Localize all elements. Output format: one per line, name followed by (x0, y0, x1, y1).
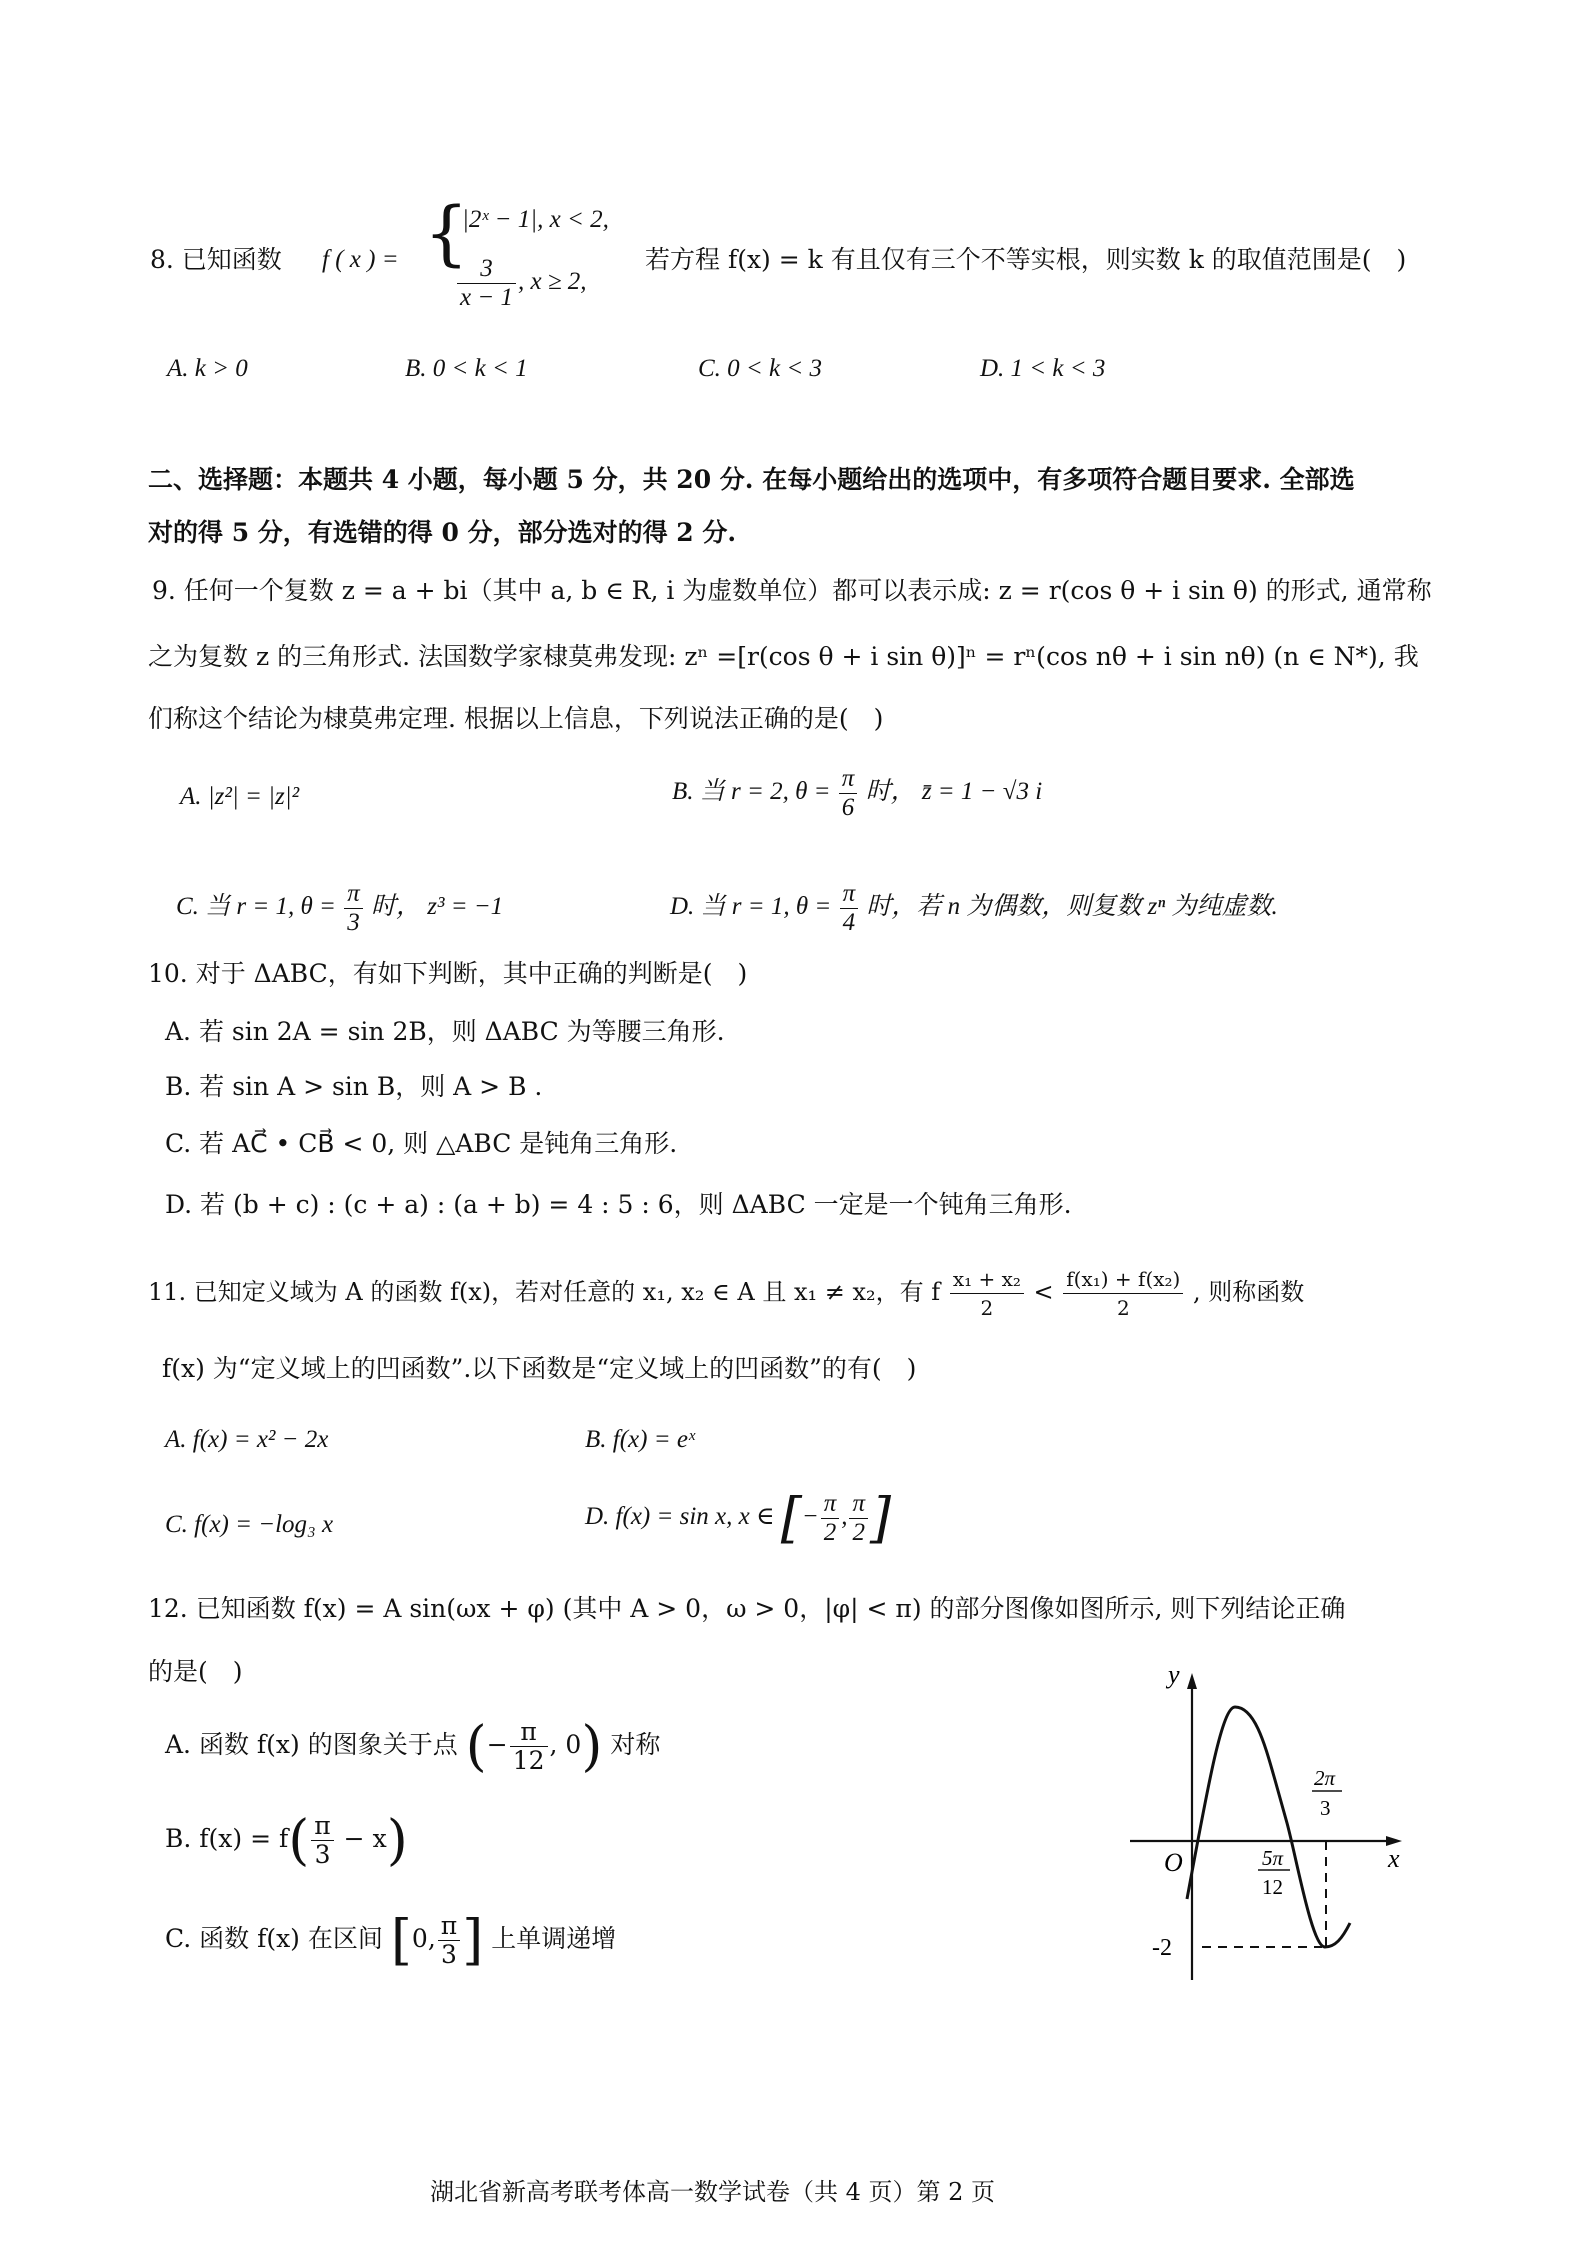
tick-2pi3-den: 3 (1320, 1796, 1331, 1820)
q12-option-c: C. 函数 f(x) 在区间 [0, $\frac{\pi}{3}$ ] 上单调递增 (165, 1908, 617, 1972)
tick-5pi12-num: 5π (1262, 1846, 1284, 1870)
q8-option-c: C. 0 < k < 3 (698, 355, 823, 382)
q8-tail: 若方程 f(x) = k 有且仅有三个不等实根，则实数 k 的取值范围是( ) (645, 245, 1407, 274)
q11-line2: f(x) 为“定义域上的凹函数”.以下函数是“定义域上的凹函数”的有( ) (162, 1354, 917, 1383)
q9-line3: 们称这个结论为棣莫弗定理. 根据以上信息，下列说法正确的是( ) (148, 704, 884, 733)
q9-line2: 之为复数 z 的三角形式. 法国数学家棣莫弗发现: zⁿ =[r(cos θ + i sin θ)]ⁿ = rⁿ(cos nθ + i sin nθ) (n ∈ N*), 我 (148, 642, 1419, 671)
tick-2pi3-num: 2π (1314, 1766, 1336, 1790)
q12-line2: 的是( ) (148, 1657, 243, 1686)
q9-option-d: D. 当 r = 1, θ = $\frac{\pi}{4}$ 时，若 n 为偶数，则复数 zⁿ 为纯虚数. (670, 880, 1278, 936)
page-footer: 湖北省新高考联考体高一数学试卷（共 4 页）第 2 页 (430, 2178, 996, 2206)
q10-option-b: B. 若 sin A > sin B，则 A > B . (165, 1072, 543, 1101)
q12-line1: 12. 已知函数 f(x) = A sin(ωx + φ) (其中 A > 0，ω > 0，|φ| < π) 的部分图像如图所示, 则下列结论正确 (148, 1594, 1346, 1623)
q8-piece1: |2ˣ − 1|, x < 2, (462, 206, 609, 233)
y-axis-arrow (1187, 1673, 1197, 1689)
q8-option-a: A. k > 0 (167, 355, 248, 382)
q8-brace: { (424, 192, 469, 274)
q11-option-c: C. f(x) = −log₃ x (165, 1511, 334, 1538)
q8-option-d: D. 1 < k < 3 (980, 355, 1106, 382)
section2-line2: 对的得 5 分，有选错的得 0 分，部分选对的得 2 分. (148, 518, 737, 547)
q8-option-b: B. 0 < k < 1 (405, 355, 528, 382)
q9-option-b: B. 当 r = 2, θ = $\frac{\pi}{6}$ 时， z̄ = 1 − √3 i (672, 765, 1043, 821)
q11-option-a: A. f(x) = x² − 2x (165, 1426, 329, 1453)
tick-5pi12-den: 12 (1262, 1875, 1283, 1899)
q10-stem: 10. 对于 ΔABC，有如下判断，其中正确的判断是( ) (148, 959, 748, 988)
q9-option-c: C. 当 r = 1, θ = $\frac{\pi}{3}$ 时， z³ = −1 (176, 880, 504, 936)
q9-line1: 9. 任何一个复数 z = a + bi（其中 a, b ∈ R, i 为虚数单位）都可以表示成: z = r(cos θ + i sin θ) 的形式, 通常称 (152, 576, 1432, 605)
x-axis-label: x (1388, 1844, 1400, 1873)
q12-option-b: B. f(x) = f( $\frac{\pi}{3}$ − x) (165, 1808, 408, 1872)
min-value-label: -2 (1152, 1935, 1172, 1961)
origin-label: O (1164, 1848, 1183, 1877)
q10-option-a: A. 若 sin 2A = sin 2B，则 ΔABC 为等腰三角形. (165, 1017, 725, 1046)
y-axis-label: y (1168, 1660, 1180, 1689)
q11-option-b: B. f(x) = eˣ (585, 1426, 695, 1453)
q12-option-a: A. 函数 f(x) 的图象关于点 (− $\frac{\pi}{12}$ , 0) 对称 (165, 1714, 661, 1778)
q9-option-a: A. |z²| = |z|² (180, 783, 300, 810)
q8-stem: 8. 已知函数 (150, 245, 282, 274)
q8-piece2: $\frac{3}{x - 1}$ , x ≥ 2, (455, 255, 587, 312)
q10-option-d: D. 若 (b + c) : (c + a) : (a + b) = 4 : 5 : 6，则 ΔABC 一定是一个钝角三角形. (165, 1190, 1072, 1219)
q11-stem: 11. 已知定义域为 A 的函数 f(x)，若对任意的 x₁, x₂ ∈ A 且 x₁ ≠ x₂，有 f $\frac{\text{x₁ + x₂}}{2}$ < $\frac{\text{f(x₁) + f(x₂)}}{2}$ , 则称函数 (148, 1267, 1305, 1320)
q10-option-c: C. 若 AC⃗ • CB⃗ < 0, 则 △ABC 是钝角三角形. (165, 1129, 678, 1158)
section2-line1: 二、选择题：本题共 4 小题，每小题 5 分，共 20 分. 在每小题给出的选项中，有多项符合题目要求. 全部选 (148, 465, 1355, 494)
q11-option-d: D. f(x) = sin x, x ∈ [− $\frac{\pi}{2}$ , $\frac{\pi}{2}$ ] (585, 1486, 892, 1550)
q12-graph (1090, 1655, 1410, 1985)
q8-fx-label: f ( x ) = (322, 246, 399, 273)
